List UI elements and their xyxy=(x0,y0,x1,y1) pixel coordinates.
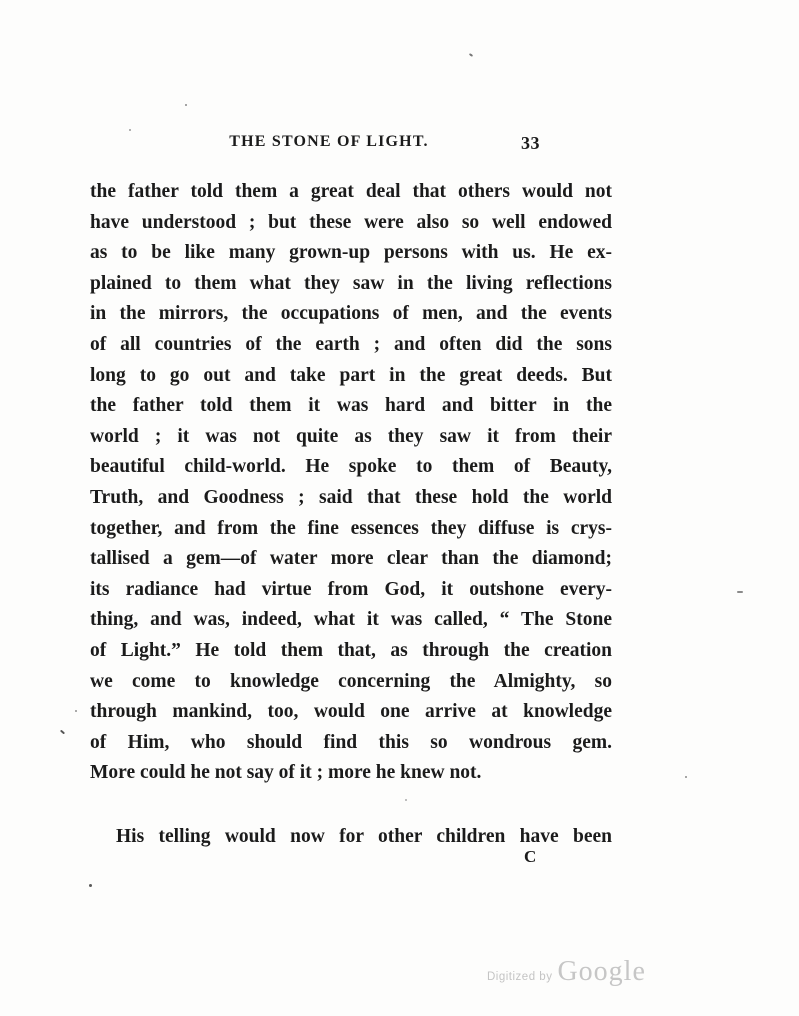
text-line: thing, and was, indeed, what it was called, “ The Stone xyxy=(90,609,612,631)
scan-speck xyxy=(129,129,131,131)
text-line: of Light.” He told them that, as through the creation xyxy=(90,639,612,661)
digitized-by-google-watermark xyxy=(487,956,646,988)
text-line: of all countries of the earth ; and often did the sons xyxy=(90,333,612,355)
text-line: have understood ; but these were also so well endowed xyxy=(90,211,612,233)
text-line: the father told them a great deal that others would not xyxy=(90,181,612,202)
text-line: More could he not say of it ; more he knew not. xyxy=(90,762,482,784)
text-line: through mankind, too, would one arrive at knowledge xyxy=(90,701,612,723)
scan-speck xyxy=(405,799,407,801)
text-line: beautiful child-world. He spoke to them of Beauty, xyxy=(90,456,612,478)
google-logo: Google xyxy=(557,956,646,987)
body-paragraph-1 xyxy=(90,177,612,789)
text-line: its radiance had virtue from God, it outshone every- xyxy=(90,578,612,600)
watermark-prefix-text: Digitized by xyxy=(487,971,553,983)
text-line: world ; it was not quite as they saw it from their xyxy=(90,425,612,447)
scan-speck xyxy=(185,104,187,106)
scan-speck xyxy=(75,710,77,712)
text-line: as to be like many grown-up persons with us. He ex- xyxy=(90,242,612,264)
text-line: plained to them what they saw in the living reflections xyxy=(90,272,612,294)
text-line: the father told them it was hard and bitter in the xyxy=(90,395,612,417)
text-line: in the mirrors, the occupations of men, and the events xyxy=(90,303,612,325)
text-line: we come to knowledge concerning the Almighty, so xyxy=(90,670,612,692)
page-number: 33 xyxy=(521,133,540,153)
printer-signature-mark: C xyxy=(524,847,537,866)
scan-speck xyxy=(737,591,743,593)
scan-speck xyxy=(89,884,92,887)
text-line: tallised a gem—of water more clear than the diamond; xyxy=(90,548,612,570)
scan-speck xyxy=(469,53,473,57)
text-line: His telling would now for other children have been xyxy=(116,826,612,847)
text-line: together, and from the fine essences they diffuse is crys- xyxy=(90,517,612,539)
scan-speck xyxy=(685,776,687,778)
text-line: of Him, who should find this so wondrous gem. xyxy=(90,731,612,753)
page-title: THE STONE OF LIGHT. xyxy=(229,133,429,150)
scan-speck xyxy=(60,730,65,735)
running-head xyxy=(90,133,612,157)
text-line: Truth, and Goodness ; said that these hold the world xyxy=(90,486,612,508)
text-line: long to go out and take part in the great deeds. But xyxy=(90,364,612,386)
